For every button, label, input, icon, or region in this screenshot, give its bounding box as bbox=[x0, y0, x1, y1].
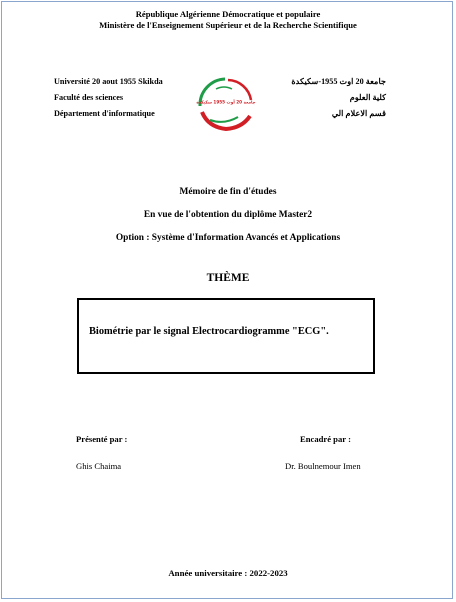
theme-box bbox=[77, 298, 375, 374]
university-name-fr: Université 20 aout 1955 Skikda bbox=[54, 77, 163, 86]
ministry-header bbox=[0, 9, 456, 31]
ministry-line-1: République Algérienne Démocratique et populaire bbox=[135, 9, 321, 19]
academic-year: Année universitaire : 2022-2023 bbox=[168, 568, 288, 578]
department-name-fr: Département d'informatique bbox=[54, 109, 155, 118]
thesis-type: Mémoire de fin d'études bbox=[179, 187, 277, 197]
option-line: Option : Système d'Information Avancés et Applications bbox=[115, 233, 341, 243]
supervisor-name: Dr. Boulnemour Imen bbox=[285, 461, 361, 471]
department-name-ar: قسم الاعلام الي bbox=[331, 109, 386, 118]
supervised-by-label: Encadré par : bbox=[300, 434, 351, 444]
faculty-name-fr: Faculté des sciences bbox=[54, 93, 124, 102]
presented-by-label: Présenté par : bbox=[76, 434, 128, 444]
student-name: Ghis Chaima bbox=[76, 461, 122, 471]
university-arabic-block bbox=[291, 74, 386, 122]
university-name-ar: جامعة 20 اوت 1955-سكيكدة bbox=[291, 77, 386, 86]
university-french-block bbox=[54, 74, 163, 122]
university-logo bbox=[194, 76, 256, 132]
diploma-line: En vue de l'obtention du diplôme Master2 bbox=[143, 210, 313, 220]
ministry-line-2: Ministère de l'Enseignement Supérieur et de la Recherche Scientifique bbox=[99, 20, 357, 30]
faculty-name-ar: كلية العلوم bbox=[349, 93, 386, 102]
theme-title: Biométrie par le signal Electrocardiogramme "ECG". bbox=[89, 326, 329, 337]
logo-text: جامعة 20 أوت 1955 سكيكدة bbox=[196, 99, 256, 105]
theme-label: THÈME bbox=[206, 272, 250, 284]
